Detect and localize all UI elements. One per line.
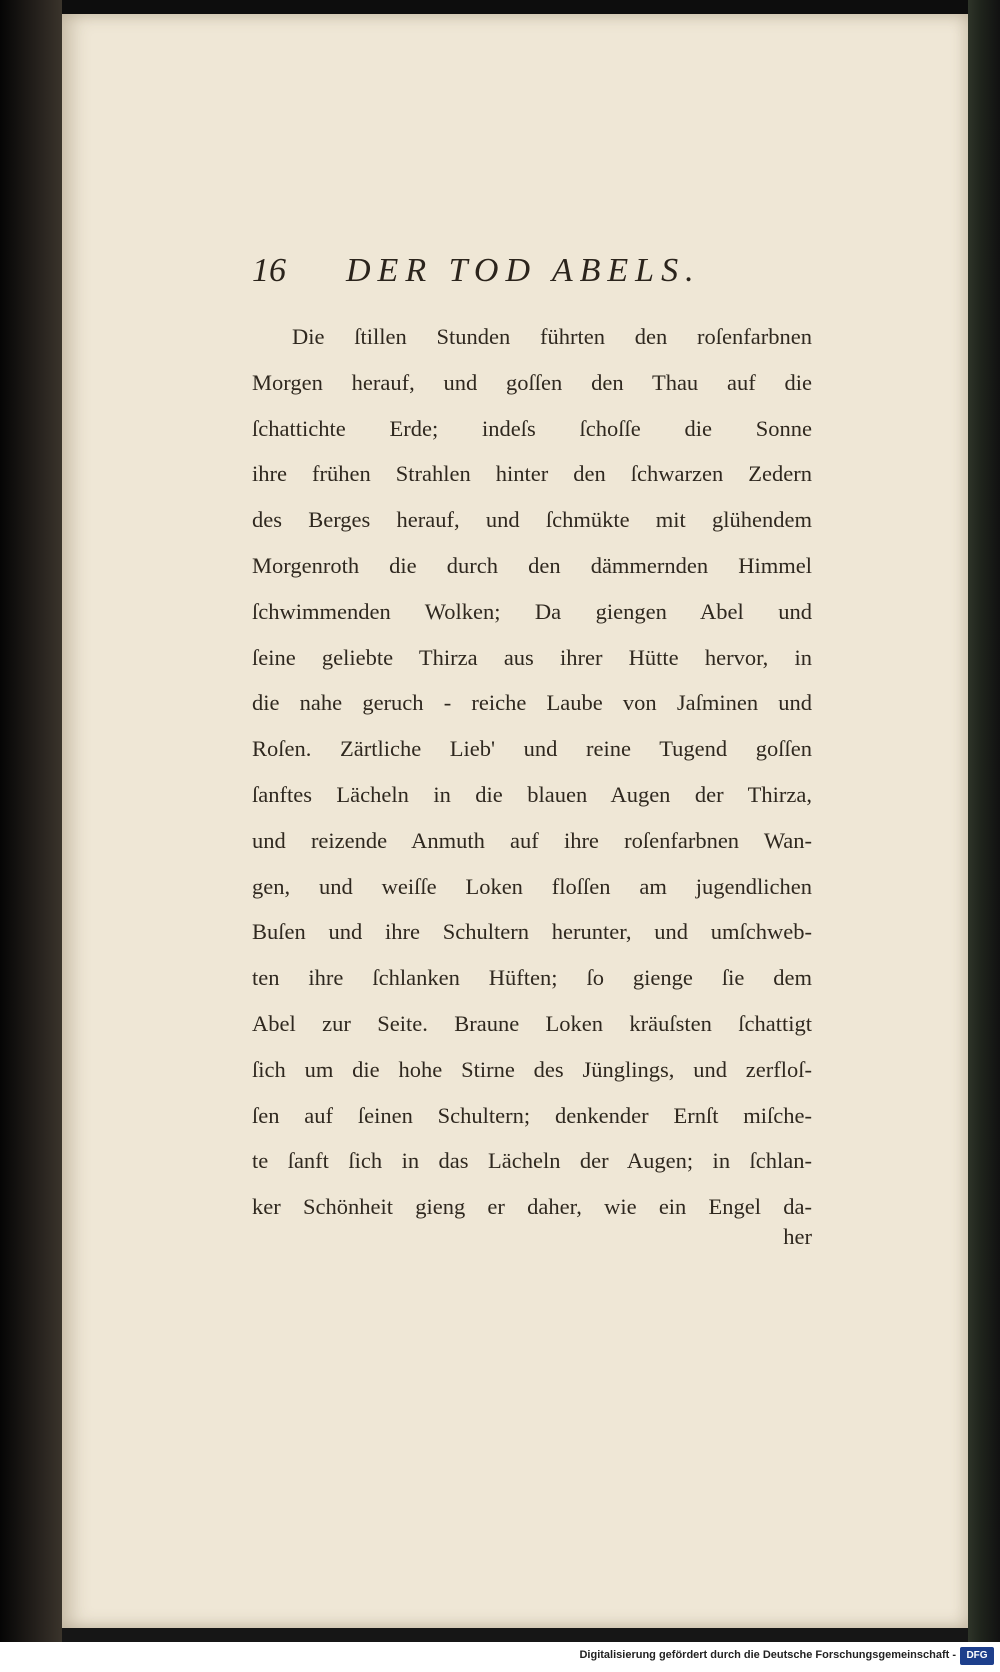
dfg-logo-icon: DFG bbox=[960, 1647, 994, 1665]
text-line: ſen auf ſeinen Schultern; denkender Ernſt miſche- bbox=[252, 1102, 812, 1128]
text-line: gen, und weiſſe Loken floſſen am jugendlichen bbox=[252, 873, 812, 899]
digitization-credit: Digitalisierung gefördert durch die Deutsche Forschungsgemeinschaft - bbox=[579, 1649, 956, 1661]
page-number: 16 bbox=[252, 252, 286, 289]
running-title: DER TOD ABELS. bbox=[346, 252, 701, 289]
text-line: ſich um die hohe Stirne des Jünglings, und zerfloſ- bbox=[252, 1056, 812, 1082]
text-line: te ſanft ſich in das Lächeln der Augen; in ſchlan- bbox=[252, 1148, 812, 1174]
text-line: ten ihre ſchlanken Hüften; ſo gienge ſie dem bbox=[252, 965, 812, 991]
text-line: die nahe geruch - reiche Laube von Jaſminen und bbox=[252, 690, 812, 716]
text-line: ſanftes Lächeln in die blauen Augen der Thirza, bbox=[252, 781, 812, 807]
book-cover-edge bbox=[968, 0, 1000, 1642]
page-header bbox=[252, 252, 812, 302]
text-line: ker Schönheit gieng er daher, wie ein Engel da- bbox=[252, 1194, 812, 1220]
text-line: ſchwimmenden Wolken; Da giengen Abel und bbox=[252, 598, 812, 624]
text-line: Abel zur Seite. Braune Loken kräuſsten ſchattigt bbox=[252, 1010, 812, 1036]
text-line: des Berges herauf, und ſchmükte mit glühendem bbox=[252, 507, 812, 533]
catchword: her bbox=[783, 1224, 812, 1249]
text-line: Roſen. Zärtliche Lieb' und reine Tugend goſſen bbox=[252, 736, 812, 762]
footer-bar bbox=[0, 1642, 1000, 1672]
book-page bbox=[62, 14, 968, 1628]
text-line: Morgenroth die durch den dämmernden Himmel bbox=[252, 552, 812, 578]
text-line: Die ſtillen Stunden führten den roſenfarbnen bbox=[292, 324, 812, 349]
text-line: ihre frühen Strahlen hinter den ſchwarzen Zedern bbox=[252, 461, 812, 487]
scan-top-edge bbox=[0, 0, 1000, 14]
text-line: und reizende Anmuth auf ihre roſenfarbnen Wan- bbox=[252, 827, 812, 853]
text-line: ſeine geliebte Thirza aus ihrer Hütte hervor, in bbox=[252, 644, 812, 670]
text-line: ſchattichte Erde; indeſs ſchoſſe die Sonne bbox=[252, 415, 812, 441]
book-gutter-edge bbox=[0, 0, 62, 1642]
body-text bbox=[252, 314, 812, 1230]
text-line: Morgen herauf, und goſſen den Thau auf die bbox=[252, 369, 812, 395]
text-line: Buſen und ihre Schultern herunter, und umſchweb- bbox=[252, 919, 812, 945]
